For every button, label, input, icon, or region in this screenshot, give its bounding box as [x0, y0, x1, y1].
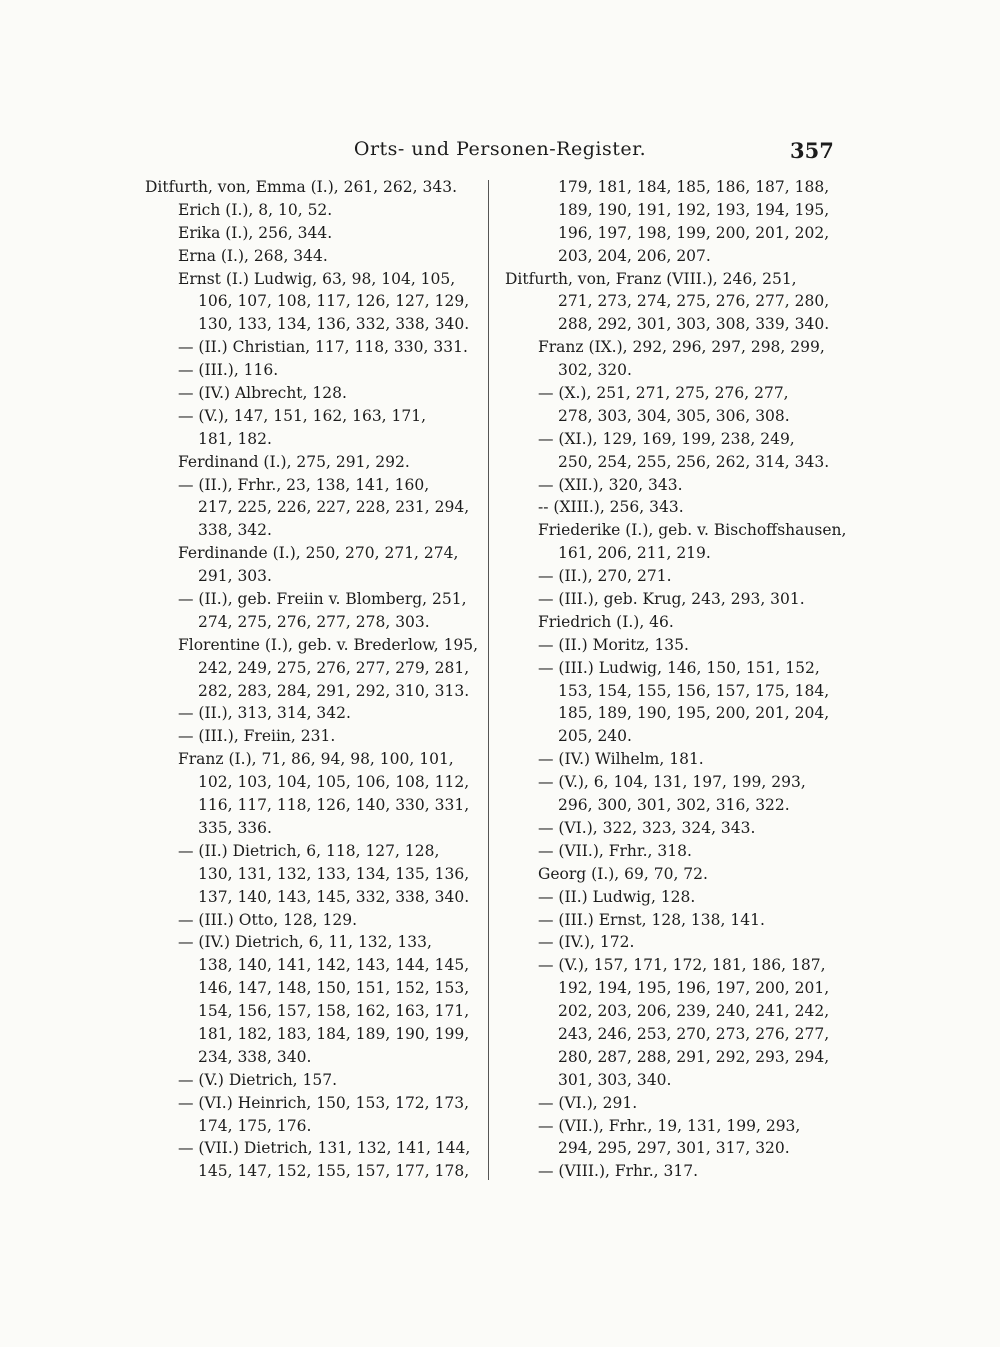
index-entry-line: — (XII.), 320, 343.	[538, 475, 683, 494]
index-entry-line: 288, 292, 301, 303, 308, 339, 340.	[558, 315, 830, 334]
index-entry-line: 280, 287, 288, 291, 292, 293, 294,	[558, 1047, 830, 1066]
index-entry-line: 181, 182.	[198, 429, 272, 448]
index-entry-line: 294, 295, 297, 301, 317, 320.	[558, 1139, 790, 1158]
index-entry-line: — (VI.) Heinrich, 150, 153, 172, 173,	[178, 1093, 470, 1112]
index-entry-line: Florentine (I.), geb. v. Brederlow, 195,	[178, 635, 479, 654]
index-entry-line: 189, 190, 191, 192, 193, 194, 195,	[558, 200, 830, 219]
index-column-left	[145, 176, 479, 1183]
index-entry-line: Erika (I.), 256, 344.	[178, 223, 333, 242]
index-entry-line: 242, 249, 275, 276, 277, 279, 281,	[198, 658, 470, 677]
page-number: 357	[790, 138, 834, 163]
index-entry-line: — (II.) Ludwig, 128.	[538, 887, 696, 906]
index-entry-line: — (IV.), 172.	[538, 933, 635, 952]
index-entry-line: 243, 246, 253, 270, 273, 276, 277,	[558, 1024, 830, 1043]
index-entry-line: 146, 147, 148, 150, 151, 152, 153,	[198, 979, 470, 998]
index-entry-line: 250, 254, 255, 256, 262, 314, 343.	[558, 452, 830, 471]
index-entry-line: -- (XIII.), 256, 343.	[538, 498, 684, 517]
index-entry-line: Ditfurth, von, Emma (I.), 261, 262, 343.	[145, 178, 457, 196]
index-entry-line: Erna (I.), 268, 344.	[178, 246, 328, 265]
index-entry-line: — (III.) Ernst, 128, 138, 141.	[538, 910, 765, 929]
index-entry-line: Ernst (I.) Ludwig, 63, 98, 104, 105,	[178, 269, 456, 288]
index-entry-line: — (III.) Otto, 128, 129.	[178, 910, 358, 929]
index-entry-line: 234, 338, 340.	[198, 1047, 312, 1066]
index-entry-line: — (X.), 251, 271, 275, 276, 277,	[538, 384, 789, 403]
index-entry-line: — (IV.) Wilhelm, 181.	[538, 750, 704, 769]
index-entry-line: 137, 140, 143, 145, 332, 338, 340.	[198, 887, 470, 906]
index-entry-line: — (V.), 157, 171, 172, 181, 186, 187,	[538, 956, 826, 975]
index-entry-line: — (III.), Freiin, 231.	[178, 727, 336, 746]
index-entry-line: 338, 342.	[198, 521, 272, 540]
index-entry-line: 217, 225, 226, 227, 228, 231, 294,	[198, 498, 470, 517]
index-entry-line: — (II.), Frhr., 23, 138, 141, 160,	[178, 475, 430, 494]
index-entry-line: 203, 204, 206, 207.	[558, 246, 711, 265]
index-entry-line: — (XI.), 129, 169, 199, 238, 249,	[538, 429, 795, 448]
index-entry-line: — (III.), 116.	[178, 361, 279, 380]
index-entry-line: Erich (I.), 8, 10, 52.	[178, 200, 333, 219]
index-entry-line: Friedrich (I.), 46.	[538, 612, 674, 631]
index-entry-line: Ferdinand (I.), 275, 291, 292.	[178, 452, 410, 471]
index-entry-line: — (II.) Moritz, 135.	[538, 635, 689, 654]
index-entry-line: — (II.), geb. Freiin v. Blomberg, 251,	[178, 590, 467, 609]
index-entry-line: 205, 240.	[558, 727, 632, 746]
index-entry-line: 116, 117, 118, 126, 140, 330, 331,	[198, 796, 470, 815]
index-entry-line: 181, 182, 183, 184, 189, 190, 199,	[198, 1024, 470, 1043]
index-entry-line: 278, 303, 304, 305, 306, 308.	[558, 406, 790, 425]
index-entry-line: — (II.), 270, 271.	[538, 567, 672, 586]
index-entry-line: 138, 140, 141, 142, 143, 144, 145,	[198, 956, 470, 975]
index-entry-line: — (VII.) Dietrich, 131, 132, 141, 144,	[178, 1139, 471, 1158]
index-entry-line: 130, 131, 132, 133, 134, 135, 136,	[198, 864, 470, 883]
index-entry-line: — (II.) Christian, 117, 118, 330, 331.	[178, 338, 468, 357]
index-entry-line: 301, 303, 340.	[558, 1070, 672, 1089]
index-entry-line: Ferdinande (I.), 250, 270, 271, 274,	[178, 544, 459, 563]
index-entry-line: 282, 283, 284, 291, 292, 310, 313.	[198, 681, 470, 700]
index-entry-line: — (IV.) Dietrich, 6, 11, 132, 133,	[178, 933, 432, 952]
index-entry-line: 179, 181, 184, 185, 186, 187, 188,	[558, 178, 830, 196]
index-column-right	[505, 176, 847, 1183]
index-entry-line: 130, 133, 134, 136, 332, 338, 340.	[198, 315, 470, 334]
index-entry-line: 192, 194, 195, 196, 197, 200, 201,	[558, 979, 830, 998]
index-entry-line: — (IV.) Albrecht, 128.	[178, 384, 347, 403]
index-entry-line: 274, 275, 276, 277, 278, 303.	[198, 612, 430, 631]
index-entry-line: Georg (I.), 69, 70, 72.	[538, 864, 708, 883]
index-entry-line: 196, 197, 198, 199, 200, 201, 202,	[558, 223, 830, 242]
index-entry-line: 106, 107, 108, 117, 126, 127, 129,	[198, 292, 470, 311]
index-entry-line: 302, 320.	[558, 361, 632, 380]
index-entry-line: 296, 300, 301, 302, 316, 322.	[558, 796, 790, 815]
index-entry-line: Friederike (I.), geb. v. Bischoffshausen,	[538, 521, 847, 540]
index-entry-line: — (V.) Dietrich, 157.	[178, 1070, 338, 1089]
index-entry-line: — (III.), geb. Krug, 243, 293, 301.	[538, 590, 805, 609]
index-entry-line: — (VIII.), Frhr., 317.	[538, 1162, 699, 1181]
index-entry-line: — (VI.), 291.	[538, 1093, 638, 1112]
index-entry-line: 145, 147, 152, 155, 157, 177, 178,	[198, 1162, 470, 1181]
index-entry-line: Franz (IX.), 292, 296, 297, 298, 299,	[538, 338, 825, 357]
index-entry-line: — (VII.), Frhr., 19, 131, 199, 293,	[538, 1116, 801, 1135]
index-entry-line: 271, 273, 274, 275, 276, 277, 280,	[558, 292, 830, 311]
index-entry-line: — (II.), 313, 314, 342.	[178, 704, 351, 723]
index-entry-line: 335, 336.	[198, 818, 272, 837]
index-entry-line: — (II.) Dietrich, 6, 118, 127, 128,	[178, 841, 440, 860]
index-entry-line: 291, 303.	[198, 567, 272, 586]
index-entry-line: 102, 103, 104, 105, 106, 108, 112,	[198, 773, 470, 792]
index-entry-line: 153, 154, 155, 156, 157, 175, 184,	[558, 681, 830, 700]
index-entry-line: 185, 189, 190, 195, 200, 201, 204,	[558, 704, 830, 723]
running-header-title: Orts- und Personen-Register.	[353, 138, 647, 160]
index-entry-line: — (VI.), 322, 323, 324, 343.	[538, 818, 756, 837]
index-entry-line: — (V.), 147, 151, 162, 163, 171,	[178, 406, 427, 425]
index-entry-line: 154, 156, 157, 158, 162, 163, 171,	[198, 1002, 470, 1021]
index-entry-line: Ditfurth, von, Franz (VIII.), 246, 251,	[505, 269, 797, 288]
index-entry-line: — (III.) Ludwig, 146, 150, 151, 152,	[538, 658, 820, 677]
index-entry-line: 202, 203, 206, 239, 240, 241, 242,	[558, 1002, 830, 1021]
column-divider	[488, 180, 489, 1180]
index-entry-line: Franz (I.), 71, 86, 94, 98, 100, 101,	[178, 750, 454, 769]
index-entry-line: 174, 175, 176.	[198, 1116, 312, 1135]
index-entry-line: — (VII.), Frhr., 318.	[538, 841, 692, 860]
index-entry-line: 161, 206, 211, 219.	[558, 544, 711, 563]
index-entry-line: — (V.), 6, 104, 131, 197, 199, 293,	[538, 773, 806, 792]
